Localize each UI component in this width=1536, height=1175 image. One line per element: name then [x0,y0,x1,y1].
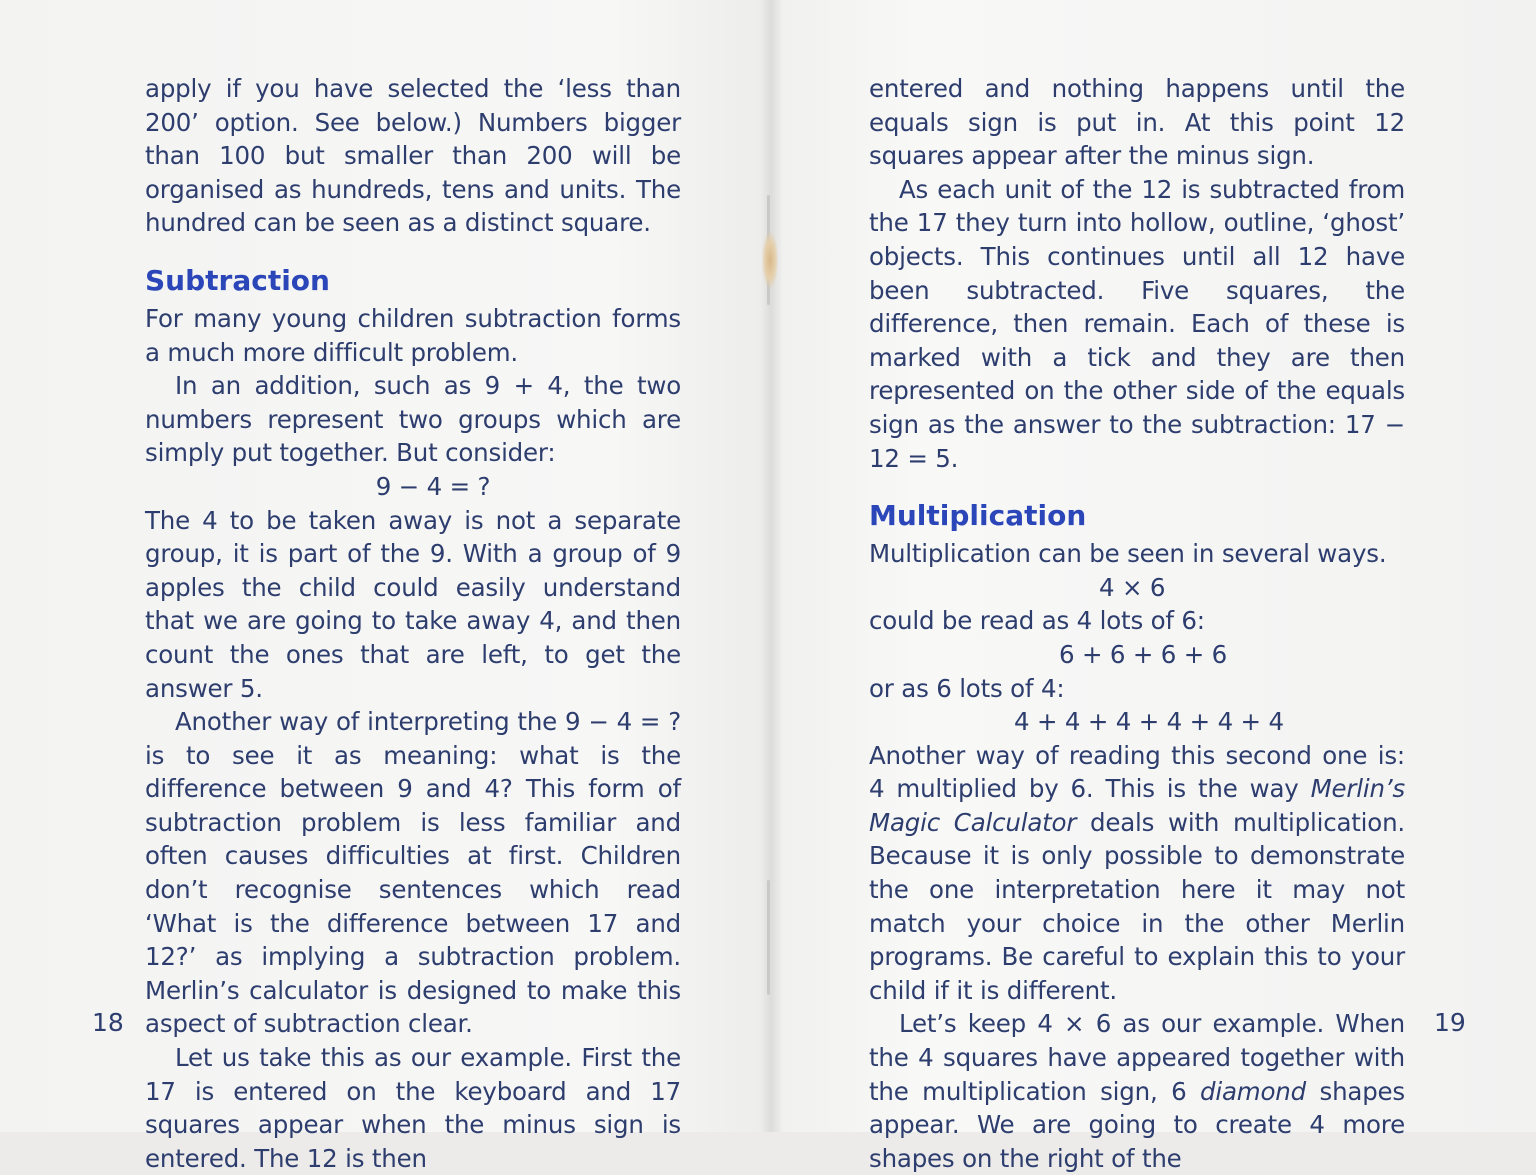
paragraph: Another way of interpreting the 9 − 4 = ? is to see it as meaning: what is the difference between 9 and 4? This form of subtraction problem is less familiar and often causes difficulties at first. Children don’t recognise sentences which read ‘What is the difference between 17 and 12?’ as implying a subtraction problem. Merlin’s calculator is designed to make this aspect of subtraction clear. [145,707,681,1039]
paragraph: entered and nothing happens until the equals sign is put in. At this point 12 squares appear after the minus sign. [869,74,1405,171]
left-page [0,0,764,1173]
page-number: 19 [1434,1008,1466,1037]
paragraph: or as 6 lots of 4: [869,673,1065,703]
paragraph: could be read as 4 lots of 6: [869,606,1205,636]
section-heading-multiplication: Multiplication [869,499,1087,533]
paragraph [869,1007,1405,1175]
text-run: shapes appear. We are going to create 4 more shapes on the right of the [869,1076,1405,1173]
left-text-column [145,72,681,1175]
text-run: deals with multiplication. Because it is only possible to demonstrate the one interpretation here it may not match your choice in the other Merlin programs. Be careful to explain this to your child if it is different. [869,807,1405,1005]
text-run: Let’s keep 4 × 6 as our example. When the 4 squares have appeared together with the multiplication sign, 6 [869,1009,1405,1106]
right-page [772,0,1536,1173]
paragraph: In an addition, such as 9 + 4, the two numbers represent two groups which are simply put together. But consider: [145,371,681,468]
right-text-column [869,72,1405,1175]
text-run: Another way of reading this second one is: 4 multiplied by 6. This is the way [869,740,1405,804]
italic-title: Merlin’s Magic Calculator [869,774,1405,837]
page-number: 18 [92,1008,124,1037]
formula: 4 + 4 + 4 + 4 + 4 + 4 [1014,707,1284,737]
paragraph: Let us take this as our example. First the 17 is entered on the keyboard and 17 squares appear when the minus sign is entered. The 12 is then [145,1043,681,1173]
section-heading-subtraction: Subtraction [145,263,330,297]
formula: 9 − 4 = ? [375,471,491,501]
paragraph: For many young children subtraction forms a much more difficult problem. [145,303,681,367]
italic-word: diamond [1200,1076,1306,1106]
formula: 6 + 6 + 6 + 6 [1059,639,1228,669]
paragraph: Multiplication can be seen in several ways. [869,539,1387,569]
formula: 4 × 6 [1099,572,1166,602]
paragraph: apply if you have selected the ‘less than 200’ option. See below.) Numbers bigger than 100 but smaller than 200 will be organised as hundreds, tens and units. The hundred can be seen as a distinct square. [145,74,681,238]
staple [767,880,770,995]
paragraph: As each unit of the 12 is subtracted from the 17 they turn into hollow, outline, ‘ghost’ objects. This continues until all 12 have been subtracted. Five squares, the difference, then remain. Each of these is marked with a tick and they are then represented on the other side of the equals sign as the answer to the subtraction: 17 − 12 = 5. [869,174,1405,473]
paragraph [869,739,1405,1008]
paragraph: The 4 to be taken away is not a separate group, it is part of the 9. With a group of 9 apples the child could easily understand that we are going to take away 4, and then count the ones that are left, to get the answer 5. [145,505,681,703]
